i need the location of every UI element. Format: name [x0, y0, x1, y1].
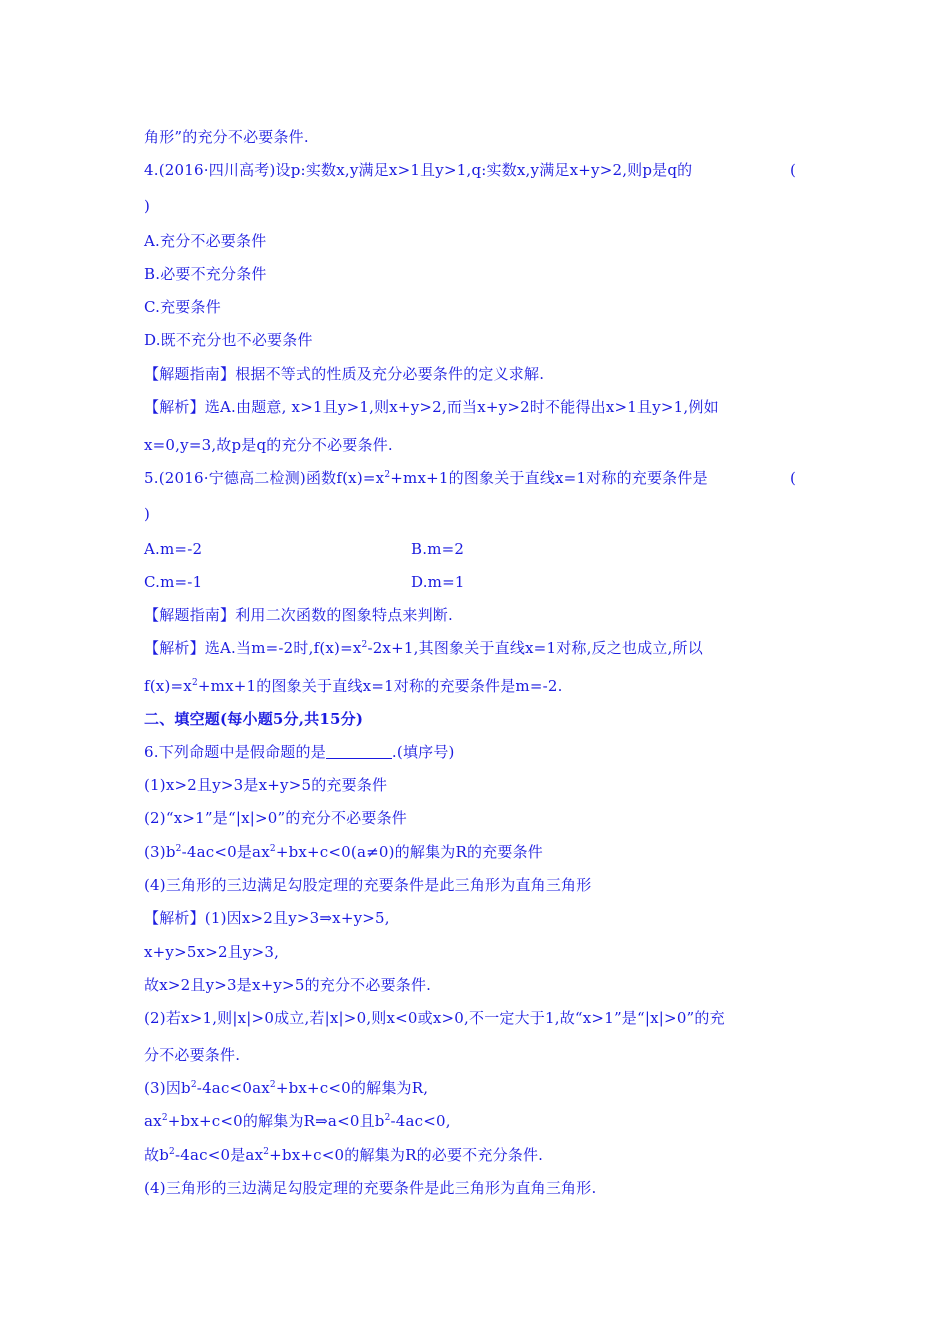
question-5-stem: 5.(2016·宁德高二检测)函数$f(x)=x^2+mx+1$的图象关于直线x=1对称的充要条件是: [144, 469, 708, 487]
option-a: A.充分不必要条件: [144, 232, 267, 250]
analysis-line: x=0,y=3,故p是q的充分不必要条件.: [144, 436, 393, 454]
answer-paren-open: (: [790, 469, 796, 487]
section-heading: 二、填空题(每小题5分,共15分): [144, 710, 364, 728]
option-d: D.既不充分也不必要条件: [144, 331, 313, 349]
statement-item: (1)x>2且y>3是x+y>5的充要条件: [144, 776, 388, 794]
analysis-line: $ax^2+bx+c<0$的解集为R⇒a<0且$b^2-4ac<0$,: [144, 1112, 451, 1130]
option-c: C.m=-1: [144, 573, 203, 591]
analysis-line: 【解析】选A.当m=-2时$,f(x)=x^2-2x+1$,其图象关于直线x=1对称,反之也成立,所以: [144, 639, 703, 657]
analysis-line: 【解析】选A.由题意, x>1且y>1,则x+y>2,而当x+y>2时不能得出x>1且y>1,例如: [144, 398, 719, 416]
statement-item: (2)“x>1”是“|x|>0”的充分不必要条件: [144, 809, 407, 827]
question-4-stem: 4.(2016·四川高考)设p:实数x,y满足x>1且y>1,q:实数x,y满足x+y>2,则p是q的: [144, 161, 693, 179]
statement-item: $(3)b^2-4ac<0$是$ax^2+bx+c<0(a\ne 0)$的解集为R的充要条件: [144, 843, 543, 861]
analysis-line: 故$b^2-4ac<0$是$ax^2+bx+c<0$的解集为R的必要不充分条件.: [144, 1146, 544, 1164]
text-line: 角形”的充分不必要条件.: [144, 128, 309, 146]
option-b: B.必要不充分条件: [144, 265, 267, 283]
option-a: A.m=-2: [144, 540, 203, 558]
option-b: B.m=2: [411, 540, 465, 558]
answer-paren-close: ): [144, 505, 151, 523]
solution-guide: 【解题指南】根据不等式的性质及充分必要条件的定义求解.: [144, 365, 545, 383]
question-6-stem: 6.下列命题中是假命题的是 .(填序号): [144, 743, 455, 761]
analysis-line: (3)因$b^2-4ac<0ax^2+bx+c<0$的解集为R,: [144, 1079, 429, 1097]
analysis-line: (2)若x>1,则|x|>0成立,若|x|>0,则x<0或x>0,不一定大于1,故“x>1”是“|x|>0”的充: [144, 1009, 725, 1027]
option-d: D.m=1: [411, 573, 465, 591]
option-c: C.充要条件: [144, 298, 221, 316]
statement-item: (4)三角形的三边满足勾股定理的充要条件是此三角形为直角三角形: [144, 876, 592, 894]
answer-paren-open: (: [790, 161, 796, 179]
fill-blank: [326, 744, 392, 759]
analysis-line: 分不必要条件.: [144, 1046, 241, 1064]
analysis-line: 【解析】(1)因x>2且y>3⇒x+y>5,: [144, 909, 390, 927]
analysis-line: (4)三角形的三边满足勾股定理的充要条件是此三角形为直角三角形.: [144, 1179, 597, 1197]
analysis-line: 故x>2且y>3是x+y>5的充分不必要条件.: [144, 976, 432, 994]
analysis-line: $f(x)=x^2+mx+1$的图象关于直线x=1对称的充要条件是m=-2.: [144, 677, 563, 695]
analysis-line: x+y>5x>2且y>3,: [144, 943, 280, 961]
answer-paren-close: ): [144, 197, 151, 215]
solution-guide: 【解题指南】利用二次函数的图象特点来判断.: [144, 606, 453, 624]
